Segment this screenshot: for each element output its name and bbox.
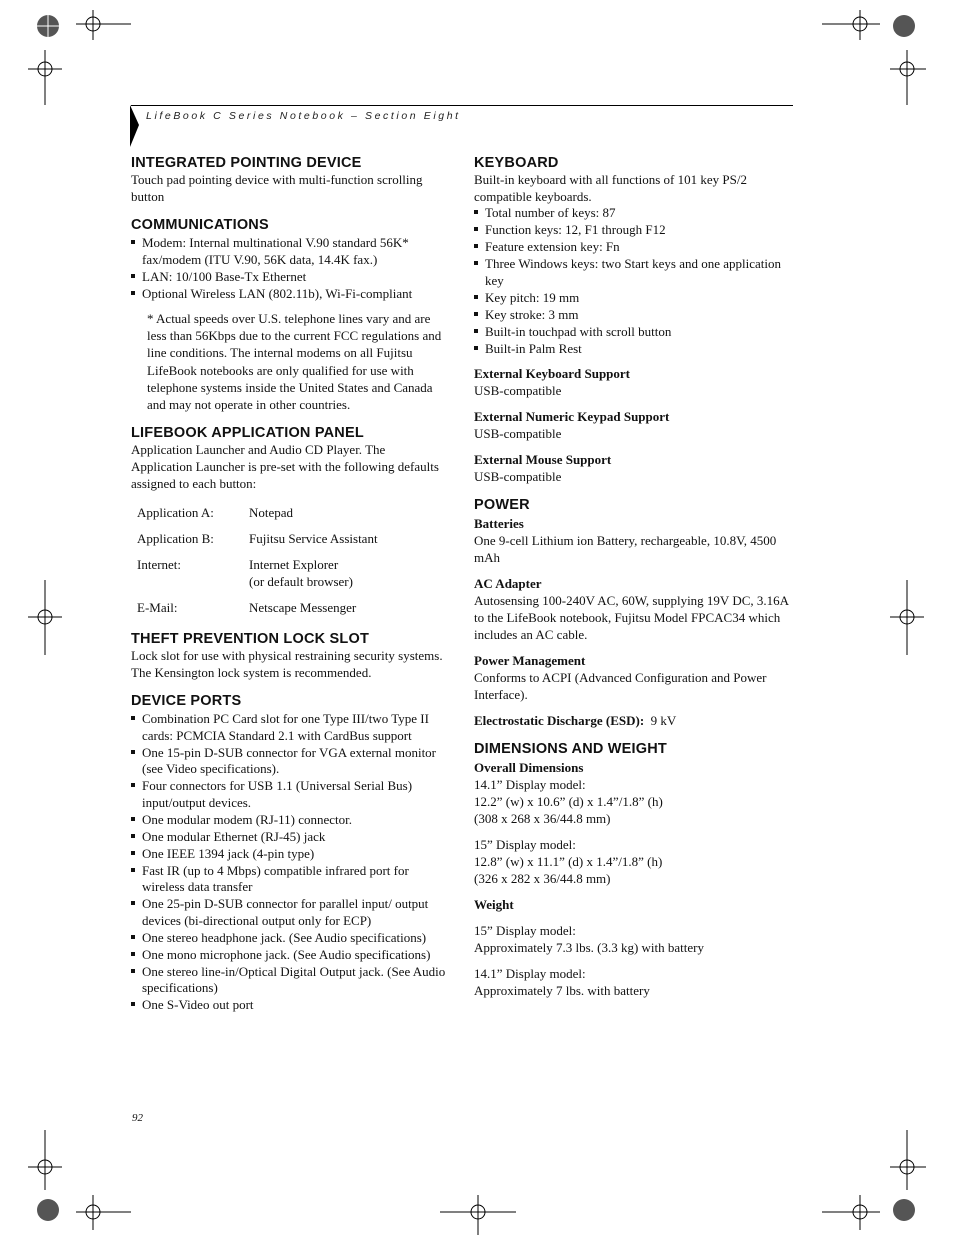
spec-power-management xyxy=(474,652,794,703)
list-item: One modular modem (RJ-11) connector. xyxy=(131,812,449,829)
section-body: Touch pad pointing device with multi-function scrolling button xyxy=(131,172,423,204)
table-value: Netscape Messenger xyxy=(249,600,357,616)
table-key: Application A: xyxy=(137,505,214,521)
spec-line: 12.2” (w) x 10.6” (d) x 1.4”/1.8” (h) xyxy=(474,794,663,809)
spec-external-keyboard xyxy=(474,365,794,399)
section-title: POWER xyxy=(474,497,530,513)
table-row xyxy=(137,556,378,599)
list-item: LAN: 10/100 Base-Tx Ethernet xyxy=(131,269,449,286)
list-item: Four connectors for USB 1.1 (Universal Serial Bus) input/output devices. xyxy=(131,778,449,811)
spec-line: (308 x 268 x 36/44.8 mm) xyxy=(474,811,611,826)
list-item: One 25-pin D-SUB connector for parallel input/ output devices (bi-directional output only for ECP) xyxy=(131,896,449,929)
spec-label: Batteries xyxy=(474,516,524,531)
spec-value: One 9-cell Lithium ion Battery, rechargeable, 10.8V, 4500 mAh xyxy=(474,533,777,565)
right-column xyxy=(474,155,794,1011)
section-body: Built-in keyboard with all functions of 101 key PS/2 compatible keyboards. xyxy=(474,172,747,204)
list-item: One S-Video out port xyxy=(131,997,449,1014)
list-item: Built-in touchpad with scroll button xyxy=(474,324,794,341)
list-item: Key stroke: 3 mm xyxy=(474,307,794,324)
spec-dimensions-15 xyxy=(474,836,794,887)
list-item: Optional Wireless LAN (802.11b), Wi-Fi-compliant xyxy=(131,286,449,303)
list-item: Function keys: 12, F1 through F12 xyxy=(474,222,794,239)
registration-mark-top-left xyxy=(28,10,138,110)
table-row xyxy=(137,530,378,556)
spec-line: Approximately 7 lbs. with battery xyxy=(474,983,650,998)
section-communications xyxy=(131,217,449,413)
section-dimensions xyxy=(474,741,794,999)
spec-dimensions-14 xyxy=(474,776,794,827)
list-item: Key pitch: 19 mm xyxy=(474,290,794,307)
page-number: 92 xyxy=(132,1112,143,1124)
section-title: DIMENSIONS AND WEIGHT xyxy=(474,741,667,757)
spec-line: 15” Display model: xyxy=(474,837,576,852)
table-value: Fujitsu Service Assistant xyxy=(249,531,378,547)
spec-line: Approximately 7.3 lbs. (3.3 kg) with battery xyxy=(474,940,704,955)
running-head: LifeBook C Series Notebook – Section Eight xyxy=(146,110,461,122)
spec-line: 14.1” Display model: xyxy=(474,777,586,792)
spec-weight-15 xyxy=(474,922,794,956)
registration-mark-bottom-center xyxy=(440,1195,516,1235)
section-title: DEVICE PORTS xyxy=(131,693,242,710)
section-body: Lock slot for use with physical restraining security systems. The Kensington lock system is recommended. xyxy=(131,648,443,681)
table-row xyxy=(137,504,378,530)
bullet-list xyxy=(474,205,794,357)
spec-label: AC Adapter xyxy=(474,576,542,591)
list-item: One stereo headphone jack. (See Audio specifications) xyxy=(131,930,449,947)
left-column xyxy=(131,155,449,1026)
section-title: INTEGRATED POINTING DEVICE xyxy=(131,155,362,171)
section-title: LIFEBOOK APPLICATION PANEL xyxy=(131,425,364,442)
section-application-panel xyxy=(131,425,449,625)
list-item: One stereo line-in/Optical Digital Output jack. (See Audio specifications) xyxy=(131,964,449,997)
spec-value: 9 kV xyxy=(650,713,677,728)
spec-label: External Keyboard Support xyxy=(474,366,631,381)
table-value-line: Internet Explorer xyxy=(249,557,339,573)
spec-line: (326 x 282 x 36/44.8 mm) xyxy=(474,871,611,886)
spec-external-mouse xyxy=(474,451,794,485)
spec-line: 12.8” (w) x 11.1” (d) x 1.4”/1.8” (h) xyxy=(474,854,663,869)
list-item: One 15-pin D-SUB connector for VGA external monitor (see Video specifications). xyxy=(131,745,449,778)
list-item: One IEEE 1394 jack (4-pin type) xyxy=(131,846,449,863)
list-item: One modular Ethernet (RJ-45) jack xyxy=(131,829,449,846)
table-row xyxy=(137,599,378,625)
list-item: Three Windows keys: two Start keys and one application key xyxy=(474,256,794,289)
footnote: * Actual speeds over U.S. telephone lines vary and are less than 56Kbps due to the current FCC regulations and line conditions. The internal modems on all Fujitsu LifeBook notebooks are only qualified for use with telephone systems inside the United States and Canada and may not operate in other countries. xyxy=(147,311,442,413)
bullet-list xyxy=(131,235,449,302)
bullet-list xyxy=(131,711,449,1014)
section-body: Application Launcher and Audio CD Player. The Application Launcher is pre-set with the following defaults assigned to each button: xyxy=(131,442,439,492)
section-pointing-device xyxy=(131,155,449,205)
spec-line: 14.1” Display model: xyxy=(474,966,586,981)
table-key: E-Mail: xyxy=(137,600,178,616)
list-item: Modem: Internal multinational V.90 standard 56K* fax/modem (ITU V.90, 56K data, 14.4K fax.) xyxy=(131,235,449,268)
registration-mark-top-right xyxy=(822,10,932,110)
spec-line: 15” Display model: xyxy=(474,923,576,938)
table-value: Notepad xyxy=(249,505,294,521)
defaults-table xyxy=(137,504,378,625)
header-corner-mark xyxy=(130,105,140,152)
spec-value: Conforms to ACPI (Advanced Configuration and Power Interface). xyxy=(474,670,767,702)
section-title: THEFT PREVENTION LOCK SLOT xyxy=(131,631,370,648)
spec-label: Overall Dimensions xyxy=(474,760,584,775)
section-keyboard xyxy=(474,155,794,485)
table-value-line: (or default browser) xyxy=(249,574,353,590)
section-device-ports xyxy=(131,693,449,1014)
spec-label: Power Management xyxy=(474,653,586,668)
spec-label: Weight xyxy=(474,897,514,912)
table-value xyxy=(249,556,378,599)
list-item: Total number of keys: 87 xyxy=(474,205,794,222)
list-item: Feature extension key: Fn xyxy=(474,239,794,256)
spec-label: External Mouse Support xyxy=(474,452,612,467)
spec-weight-14 xyxy=(474,965,794,999)
spec-ac-adapter xyxy=(474,575,794,643)
registration-mark-mid-left xyxy=(28,580,68,655)
spec-value: USB-compatible xyxy=(474,383,562,398)
registration-mark-bottom-left xyxy=(28,1130,138,1230)
section-theft-prevention xyxy=(131,631,449,681)
section-title: KEYBOARD xyxy=(474,155,559,171)
list-item: Combination PC Card slot for one Type III/two Type II cards: PCMCIA Standard 2.1 with CardBus support xyxy=(131,711,449,744)
list-item: One mono microphone jack. (See Audio specifications) xyxy=(131,947,449,964)
registration-mark-mid-right xyxy=(890,580,930,655)
section-power xyxy=(474,497,794,729)
spec-esd xyxy=(474,712,794,729)
spec-value: USB-compatible xyxy=(474,426,562,441)
list-item: Fast IR (up to 4 Mbps) compatible infrared port for wireless data transfer xyxy=(131,863,449,896)
spec-external-keypad xyxy=(474,408,794,442)
header-rule xyxy=(131,105,793,106)
table-key: Application B: xyxy=(137,531,214,547)
list-item: Built-in Palm Rest xyxy=(474,341,794,358)
spec-value: USB-compatible xyxy=(474,469,562,484)
spec-label: Electrostatic Discharge (ESD): xyxy=(474,713,645,728)
spec-batteries xyxy=(474,515,794,566)
registration-mark-bottom-right xyxy=(822,1130,932,1230)
section-title: COMMUNICATIONS xyxy=(131,217,269,233)
table-key: Internet: xyxy=(137,557,182,573)
spec-label: External Numeric Keypad Support xyxy=(474,409,670,424)
spec-value: Autosensing 100-240V AC, 60W, supplying 19V DC, 3.16A to the LifeBook notebook, Fujitsu Model FPCAC34 which includes an AC cable. xyxy=(474,593,789,642)
